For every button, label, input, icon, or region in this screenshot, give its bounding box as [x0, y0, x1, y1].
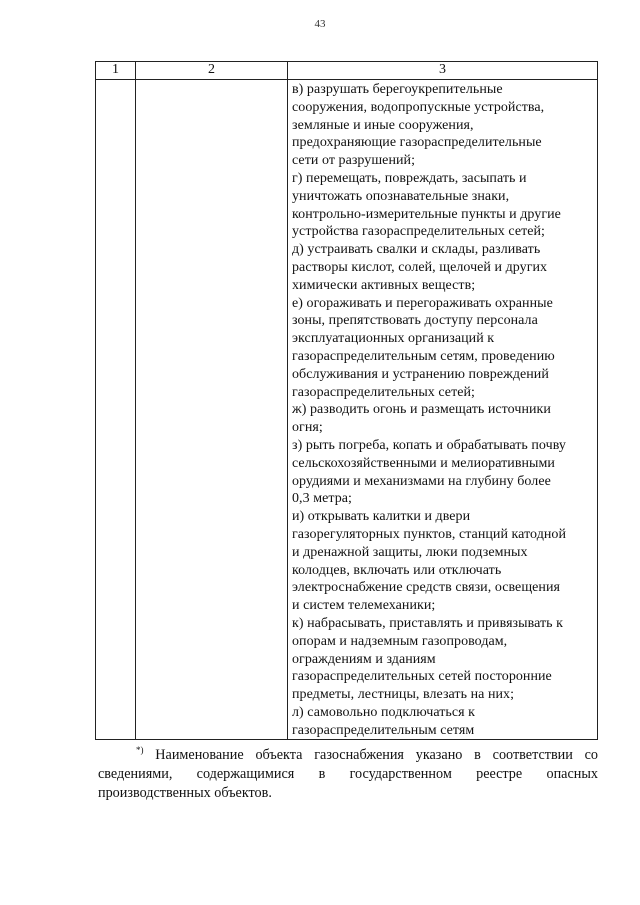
list-item-line: з) рыть погреба, копать и обрабатывать почву	[292, 437, 566, 453]
list-item-line: опорам и надземным газопроводам,	[292, 633, 508, 649]
list-item-line: и дренажной защиты, люки подземных	[292, 544, 528, 560]
page-number: 43	[314, 18, 326, 30]
list-item-line: предметы, лестницы, влезать на них;	[292, 687, 515, 703]
list-item-line: уничтожать опознавательные знаки,	[292, 188, 510, 204]
list-item-line: д) устраивать свалки и склады, разливать	[292, 242, 541, 258]
list-item-line: химически активных веществ;	[292, 277, 476, 293]
list-item-line: и систем телемеханики;	[292, 598, 436, 614]
list-item-line: колодцев, включать или отключать	[292, 562, 502, 578]
table-body-row	[96, 80, 598, 740]
footnote-marker: *)	[136, 745, 144, 755]
list-item-line: газораспределительным сетям, проведению	[292, 348, 555, 364]
list-item-line: сельскохозяйственными и мелиоративными	[292, 455, 555, 471]
list-item-line: контрольно-измерительные пункты и другие	[292, 206, 561, 222]
footnote-paragraph	[98, 741, 598, 803]
table-header-row	[96, 62, 598, 80]
header-col-1: 1	[96, 62, 136, 80]
list-item-line: газораспределительных сетей посторонние	[292, 669, 552, 685]
list-item-line: газораспределительным сетям	[292, 722, 475, 738]
list-item-line: сооружения, водопропускные устройства,	[292, 99, 545, 115]
list-item-line: устройства газораспределительных сетей;	[292, 224, 545, 240]
list-item-line: растворы кислот, солей, щелочей и других	[292, 259, 548, 275]
footnote-text: Наименование объекта газоснабжения указано в соответствии со сведениями, содержащимися в государственном реестре опасных производственных объектов.	[98, 747, 598, 801]
list-item-line: е) огораживать и перегораживать охранные	[292, 295, 553, 311]
list-item-line: газорегуляторных пунктов, станций катодной	[292, 526, 567, 542]
list-item-line: г) перемещать, повреждать, засыпать и	[292, 170, 527, 186]
table-cell-col-2	[136, 80, 288, 740]
list-item-line: к) набрасывать, приставлять и привязывать к	[292, 615, 563, 631]
list-item-line: ж) разводить огонь и размещать источники	[292, 402, 551, 418]
header-col-2: 2	[136, 62, 288, 80]
header-col-3: 3	[288, 62, 598, 80]
table-cell-col-1	[96, 80, 136, 740]
list-item-line: ограждениям и зданиям	[292, 651, 436, 667]
list-item-line: и) открывать калитки и двери	[292, 509, 471, 525]
list-item-line: зоны, препятствовать доступу персонала	[292, 313, 538, 329]
list-item-line: предохраняющие газораспределительные	[292, 135, 542, 151]
prohibition-list	[288, 80, 597, 739]
document-table	[95, 61, 598, 740]
table-cell-col-3	[288, 80, 598, 740]
list-item-line: сети от разрушений;	[292, 153, 416, 169]
list-item-line: обслуживания и устранению повреждений	[292, 366, 549, 382]
list-item-line: л) самовольно подключаться к	[292, 704, 475, 720]
list-item-line: эксплуатационных организаций к	[292, 331, 495, 347]
list-item-line: в) разрушать берегоукрепительные	[292, 82, 503, 97]
list-item-line: газораспределительных сетей;	[292, 384, 475, 400]
list-item-line: электроснабжение средств связи, освещения	[292, 580, 560, 596]
list-item-line: земляные и иные сооружения,	[292, 117, 474, 133]
list-item-line: огня;	[292, 420, 323, 436]
footnote	[98, 741, 598, 803]
list-item-line: 0,3 метра;	[292, 491, 352, 507]
list-item-line: орудиями и механизмами на глубину более	[292, 473, 551, 489]
